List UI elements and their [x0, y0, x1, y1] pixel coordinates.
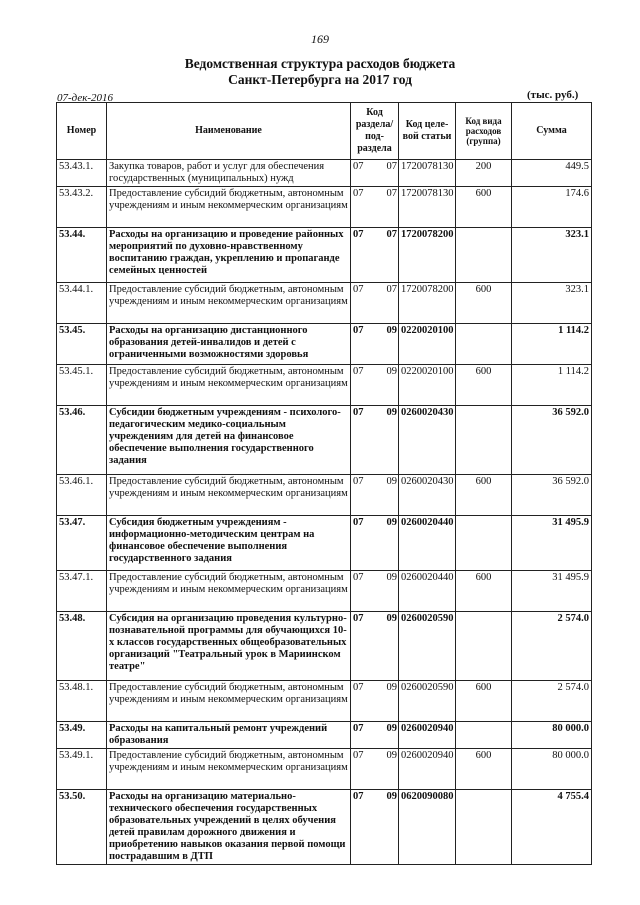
row-subsection: 07	[386, 229, 397, 240]
row-section: 07	[353, 682, 364, 693]
row-number: 53.47.1.	[57, 571, 107, 612]
row-section-code	[351, 187, 399, 228]
table-row-group	[57, 406, 592, 475]
units-label: (тыс. руб.)	[527, 89, 579, 101]
row-section: 07	[353, 284, 364, 295]
row-name: Субсидии бюджетным учреждениям - психолого-педагогическим медико-социальным учреждениям для детей на финансовое обеспечение выполнения государственного задания	[107, 406, 351, 475]
row-number: 53.50.	[57, 790, 107, 865]
row-number: 53.47.	[57, 516, 107, 571]
row-target-code: 1720078200	[399, 228, 456, 283]
table-row	[57, 749, 592, 790]
row-subsection: 09	[386, 682, 397, 693]
header-expense-type-code: Код вида расходов (группа)	[456, 103, 512, 160]
row-amount: 80 000.0	[512, 749, 592, 790]
row-expense-type: 600	[456, 283, 512, 324]
row-expense-type: 600	[456, 475, 512, 516]
document-title	[0, 56, 640, 88]
table-header-row	[57, 103, 592, 160]
table-row	[57, 571, 592, 612]
row-target-code: 1720078130	[399, 187, 456, 228]
row-name: Расходы на капитальный ремонт учреждений образования	[107, 722, 351, 749]
row-subsection: 09	[386, 476, 397, 487]
row-amount: 449.5	[512, 160, 592, 187]
row-number: 53.45.1.	[57, 365, 107, 406]
row-subsection: 09	[386, 325, 397, 336]
row-name: Предоставление субсидий бюджетным, автономным учреждениям и иным некоммерческим организациям	[107, 571, 351, 612]
row-expense-type: 600	[456, 365, 512, 406]
row-name: Предоставление субсидий бюджетным, автономным учреждениям и иным некоммерческим организациям	[107, 365, 351, 406]
row-amount: 174.6	[512, 187, 592, 228]
row-subsection: 07	[386, 188, 397, 199]
row-section: 07	[353, 791, 364, 802]
row-section-code	[351, 324, 399, 365]
row-target-code: 0260020590	[399, 612, 456, 681]
header-name: Наименование	[107, 103, 351, 160]
row-subsection: 07	[386, 284, 397, 295]
document-date: 07-дек-2016	[57, 92, 114, 104]
row-name: Предоставление субсидий бюджетным, автономным учреждениям и иным некоммерческим организациям	[107, 475, 351, 516]
table-row	[57, 187, 592, 228]
row-section-code	[351, 475, 399, 516]
header-section-code: Код раздела/ под-раздела	[351, 103, 399, 160]
row-section: 07	[353, 366, 364, 377]
row-amount: 323.1	[512, 283, 592, 324]
row-expense-type: 600	[456, 749, 512, 790]
table-row	[57, 681, 592, 722]
row-number: 53.45.	[57, 324, 107, 365]
row-amount: 31 495.9	[512, 516, 592, 571]
row-amount: 323.1	[512, 228, 592, 283]
row-number: 53.48.	[57, 612, 107, 681]
row-section-code	[351, 749, 399, 790]
row-name: Предоставление субсидий бюджетным, автономным учреждениям и иным некоммерческим организациям	[107, 187, 351, 228]
header-target-code: Код целе-вой статьи	[399, 103, 456, 160]
row-amount: 80 000.0	[512, 722, 592, 749]
row-target-code: 0260020940	[399, 722, 456, 749]
row-section-code	[351, 722, 399, 749]
row-section: 07	[353, 476, 364, 487]
row-section-code	[351, 790, 399, 865]
row-section-code	[351, 612, 399, 681]
row-number: 53.49.	[57, 722, 107, 749]
table-row-group	[57, 722, 592, 749]
row-number: 53.43.2.	[57, 187, 107, 228]
row-amount: 4 755.4	[512, 790, 592, 865]
row-section: 07	[353, 188, 364, 199]
row-expense-type: 600	[456, 681, 512, 722]
row-expense-type	[456, 406, 512, 475]
row-subsection: 09	[386, 366, 397, 377]
row-section: 07	[353, 407, 364, 418]
row-amount: 2 574.0	[512, 612, 592, 681]
row-name: Предоставление субсидий бюджетным, автономным учреждениям и иным некоммерческим организациям	[107, 749, 351, 790]
row-amount: 36 592.0	[512, 475, 592, 516]
row-target-code: 0260020440	[399, 516, 456, 571]
row-expense-type	[456, 228, 512, 283]
row-number: 53.46.	[57, 406, 107, 475]
row-name: Субсидия бюджетным учреждениям - информационно-методическим центрам на финансовое обеспечение выполнения государственного задания	[107, 516, 351, 571]
row-subsection: 09	[386, 407, 397, 418]
row-subsection: 07	[386, 161, 397, 172]
row-section-code	[351, 681, 399, 722]
row-expense-type: 600	[456, 571, 512, 612]
title-line-1: Ведомственная структура расходов бюджета	[184, 56, 456, 71]
table-body	[57, 160, 592, 865]
row-target-code: 0260020590	[399, 681, 456, 722]
row-section: 07	[353, 325, 364, 336]
row-section-code	[351, 365, 399, 406]
table-row	[57, 365, 592, 406]
row-section-code	[351, 571, 399, 612]
row-section: 07	[353, 161, 364, 172]
row-target-code: 0260020940	[399, 749, 456, 790]
page-number: 169	[311, 32, 329, 46]
row-section: 07	[353, 613, 364, 624]
row-expense-type	[456, 790, 512, 865]
row-number: 53.46.1.	[57, 475, 107, 516]
table-row-group	[57, 516, 592, 571]
row-target-code: 0260020440	[399, 571, 456, 612]
row-name: Предоставление субсидий бюджетным, автономным учреждениям и иным некоммерческим организациям	[107, 681, 351, 722]
row-number: 53.48.1.	[57, 681, 107, 722]
row-name: Расходы на организацию дистанционного образования детей-инвалидов и детей с ограниченными возможностями здоровья	[107, 324, 351, 365]
row-expense-type	[456, 722, 512, 749]
row-section: 07	[353, 517, 364, 528]
row-amount: 2 574.0	[512, 681, 592, 722]
row-section-code	[351, 228, 399, 283]
header-amount: Сумма	[512, 103, 592, 160]
table-row	[57, 475, 592, 516]
title-line-2: Санкт-Петербурга на 2017 год	[228, 72, 412, 87]
row-expense-type: 200	[456, 160, 512, 187]
row-section: 07	[353, 723, 364, 734]
row-section: 07	[353, 572, 364, 583]
row-number: 53.49.1.	[57, 749, 107, 790]
row-target-code: 0220020100	[399, 324, 456, 365]
row-name: Расходы на организацию материально-технического обеспечения государственных образовательных учреждений в целях обучения детей правилам дорожного движения и приобретению навыков оказания первой помощи пострадавшим в ДТП	[107, 790, 351, 865]
row-target-code: 0620090080	[399, 790, 456, 865]
row-amount: 31 495.9	[512, 571, 592, 612]
row-name: Закупка товаров, работ и услуг для обеспечения государственных (муниципальных) нужд	[107, 160, 351, 187]
row-target-code: 1720078200	[399, 283, 456, 324]
row-subsection: 09	[386, 750, 397, 761]
table-row	[57, 283, 592, 324]
row-subsection: 09	[386, 723, 397, 734]
row-expense-type	[456, 324, 512, 365]
row-name: Расходы на организацию и проведение районных мероприятий по духовно-нравственному воспитанию граждан, укреплению и пропаганде семейных ценностей	[107, 228, 351, 283]
row-target-code: 0260020430	[399, 475, 456, 516]
table-row-group	[57, 324, 592, 365]
row-subsection: 09	[386, 613, 397, 624]
row-section-code	[351, 516, 399, 571]
row-expense-type: 600	[456, 187, 512, 228]
table-row-group	[57, 228, 592, 283]
table-row	[57, 160, 592, 187]
row-expense-type	[456, 516, 512, 571]
row-number: 53.44.1.	[57, 283, 107, 324]
row-amount: 36 592.0	[512, 406, 592, 475]
row-amount: 1 114.2	[512, 324, 592, 365]
row-section: 07	[353, 750, 364, 761]
row-section-code	[351, 160, 399, 187]
row-subsection: 09	[386, 791, 397, 802]
row-expense-type	[456, 612, 512, 681]
row-section: 07	[353, 229, 364, 240]
row-subsection: 09	[386, 572, 397, 583]
row-subsection: 09	[386, 517, 397, 528]
row-name: Субсидия на организацию проведения культурно-познавательной программы для обучающихся 10-х классов государственных общеобразовательных организаций "Театральный урок в Мариинском театре"	[107, 612, 351, 681]
row-section-code	[351, 406, 399, 475]
row-number: 53.43.1.	[57, 160, 107, 187]
row-section-code	[351, 283, 399, 324]
row-target-code: 1720078130	[399, 160, 456, 187]
table-row-group	[57, 790, 592, 865]
row-target-code: 0220020100	[399, 365, 456, 406]
table-row-group	[57, 612, 592, 681]
row-number: 53.44.	[57, 228, 107, 283]
row-amount: 1 114.2	[512, 365, 592, 406]
row-target-code: 0260020430	[399, 406, 456, 475]
budget-table	[56, 102, 592, 865]
row-name: Предоставление субсидий бюджетным, автономным учреждениям и иным некоммерческим организациям	[107, 283, 351, 324]
header-number: Номер	[57, 103, 107, 160]
